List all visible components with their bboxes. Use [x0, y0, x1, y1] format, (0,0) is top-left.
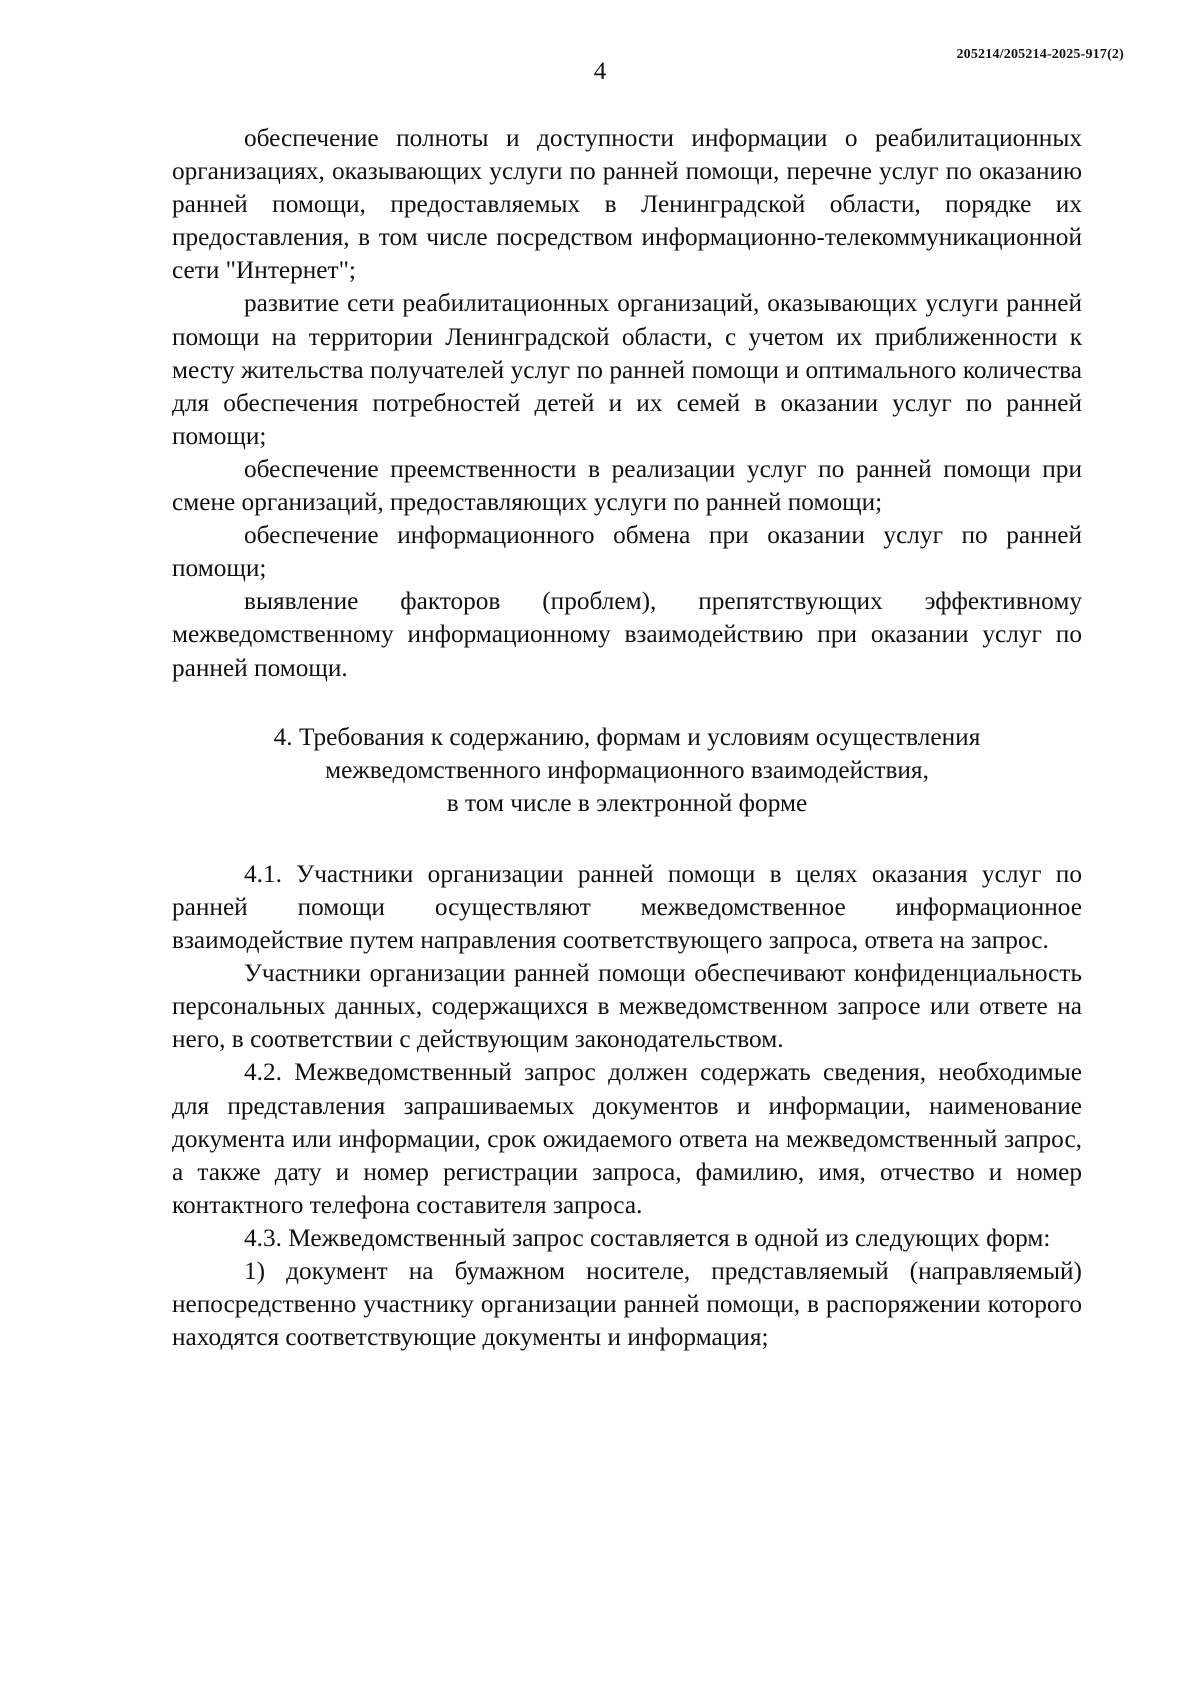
paragraph: 1) документ на бумажном носителе, представляемый (направляемый) непосредственно участнику организации ранней помощи, в распоряжении которого находятся соответствующие документы и информация; — [172, 1257, 1082, 1352]
paragraph: Участники организации ранней помощи обеспечивают конфиденциальность персональных данных, содержащихся в межведомственном запросе или ответе на него, в соответствии с действующим законодательством. — [172, 959, 1082, 1054]
section-heading — [172, 721, 1082, 820]
document-body — [172, 122, 1082, 1354]
paragraph: обеспечение полноты и доступности информации о реабилитационных организациях, оказывающих услуги по ранней помощи, перечне услуг по оказанию ранней помощи, предоставляемых в Ленинградской области, порядке их предоставления, в том числе посредством информационно-телекоммуникационной сети "Интернет"; — [172, 124, 1082, 285]
page-number: 4 — [593, 58, 607, 85]
section-heading-line: межведомственного информационного взаимодействия, — [325, 755, 929, 784]
document-id: 205214/205214-2025-917(2) — [956, 47, 1124, 62]
paragraph: развитие сети реабилитационных организаций, оказывающих услуги ранней помощи на территории Ленинградской области, с учетом их приближенности к месту жительства получателей услуг по ранней помощи и оптимального количества для обеспечения потребностей детей и их семей в оказании услуг по ранней помощи; — [172, 289, 1082, 450]
section-heading-line: в том числе в электронной форме — [446, 788, 808, 817]
paragraph: обеспечение информационного обмена при оказании услуг по ранней помощи; — [172, 521, 1082, 583]
paragraph: 4.1. Участники организации ранней помощи в целях оказания услуг по ранней помощи осуществляют межведомственное информационное взаимодействие путем направления соответствующего запроса, ответа на запрос. — [172, 859, 1082, 955]
paragraph: 4.2. Межведомственный запрос должен содержать сведения, необходимые для представления запрашиваемых документов и информации, наименование документа или информации, срок ожидаемого ответа на межведомственный запрос, а также дату и номер регистрации запроса, фамилию, имя, отчество и номер контактного телефона составителя запроса. — [172, 1058, 1082, 1219]
paragraph: выявление факторов (проблем), препятствующих эффективному межведомственному информационному взаимодействию при оказании услуг по ранней помощи. — [172, 587, 1082, 682]
section-heading-line: 4. Требования к содержанию, формам и условиям осуществления — [273, 722, 981, 751]
paragraph: 4.3. Межведомственный запрос составляется в одной из следующих форм: — [244, 1223, 1051, 1252]
paragraph: обеспечение преемственности в реализации услуг по ранней помощи при смене организаций, предоставляющих услуги по ранней помощи; — [172, 454, 1082, 517]
